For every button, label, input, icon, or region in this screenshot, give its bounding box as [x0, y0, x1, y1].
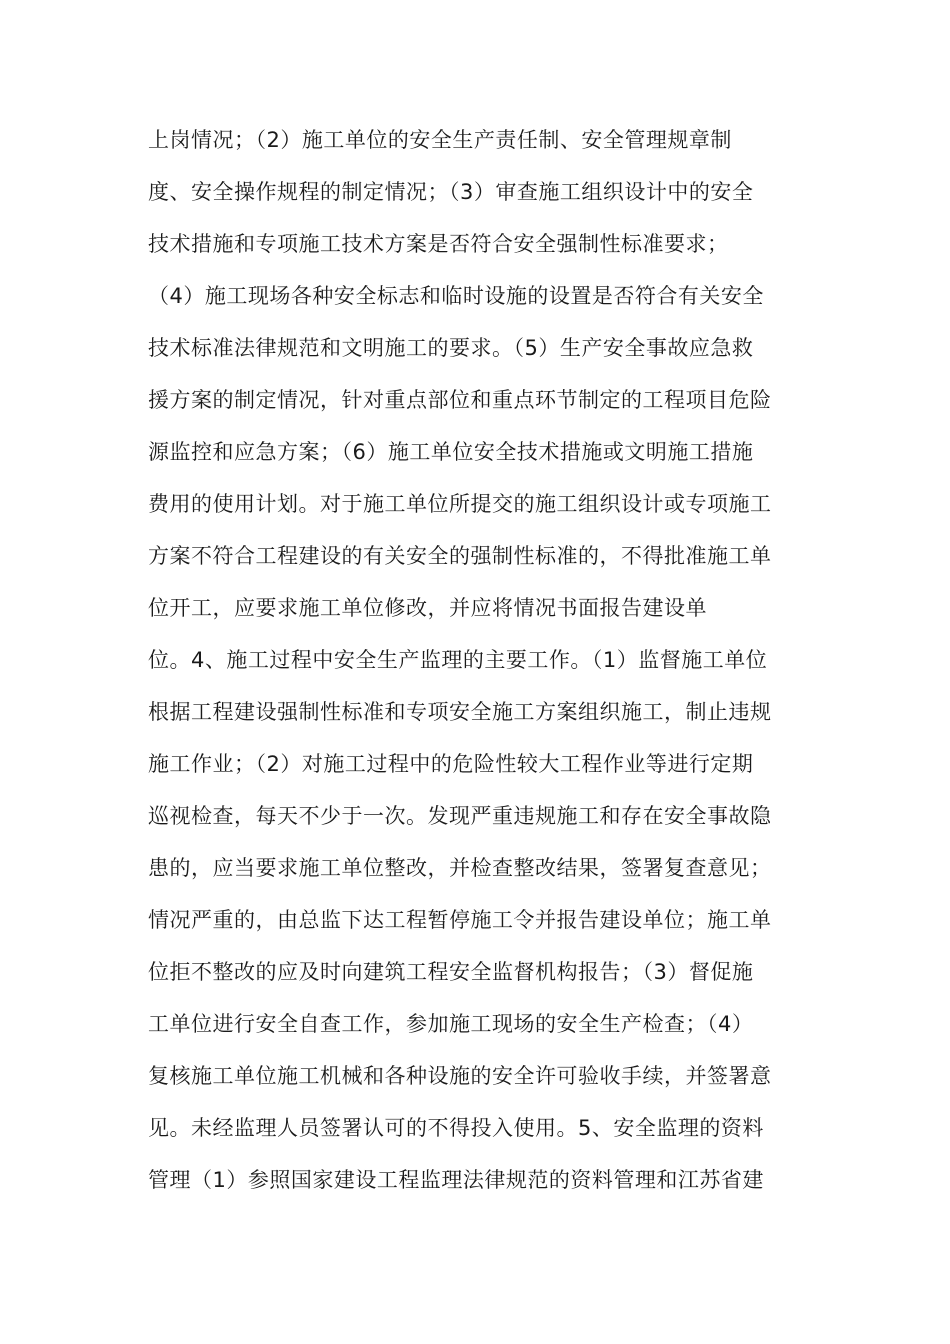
- text-line: 根据工程建设强制性标准和专项安全施工方案组织施工，制止违规: [148, 700, 772, 724]
- text-line: 方案不符合工程建设的有关安全的强制性标准的，不得批准施工单: [148, 544, 772, 568]
- body-text: [148, 114, 808, 1206]
- text-line: 情况严重的，由总监下达工程暂停施工令并报告建设单位；施工单: [148, 908, 772, 932]
- text-line: 援方案的制定情况，针对重点部位和重点环节制定的工程项目危险: [148, 388, 772, 412]
- text-line: 患的，应当要求施工单位整改，并检查整改结果，签署复查意见；: [148, 856, 772, 880]
- text-line: 施工作业；（2）对施工过程中的危险性较大工程作业等进行定期: [148, 752, 754, 776]
- text-line: 见。未经监理人员签署认可的不得投入使用。5、安全监理的资料: [148, 1116, 764, 1140]
- text-line: 位开工，应要求施工单位修改，并应将情况书面报告建设单: [148, 596, 707, 620]
- text-line: 巡视检查，每天不少于一次。发现严重违规施工和存在安全事故隐: [148, 804, 772, 828]
- text-line: 工单位进行安全自查工作，参加施工现场的安全生产检查；（4）: [148, 1012, 754, 1036]
- text-line: 上岗情况；（2）施工单位的安全生产责任制、安全管理规章制: [148, 128, 732, 152]
- text-line: 管理（1）参照国家建设工程监理法律规范的资料管理和江苏省建: [148, 1168, 764, 1192]
- text-line: 技术措施和专项施工技术方案是否符合安全强制性标准要求；: [148, 232, 729, 256]
- text-line: 度、安全操作规程的制定情况；（3）审查施工组织设计中的安全: [148, 180, 754, 204]
- text-line: 位拒不整改的应及时向建筑工程安全监督机构报告；（3）督促施: [148, 960, 754, 984]
- text-line: 位。4、施工过程中安全生产监理的主要工作。（1）监督施工单位: [148, 648, 768, 672]
- text-line: 源监控和应急方案；（6）施工单位安全技术措施或文明施工措施: [148, 440, 754, 464]
- text-line: 费用的使用计划。对于施工单位所提交的施工组织设计或专项施工: [148, 492, 772, 516]
- text-line: 复核施工单位施工机械和各种设施的安全许可验收手续，并签署意: [148, 1064, 772, 1088]
- text-line: 技术标准法律规范和文明施工的要求。（5）生产安全事故应急救: [148, 336, 754, 360]
- text-line: （4）施工现场各种安全标志和临时设施的设置是否符合有关安全: [148, 284, 764, 308]
